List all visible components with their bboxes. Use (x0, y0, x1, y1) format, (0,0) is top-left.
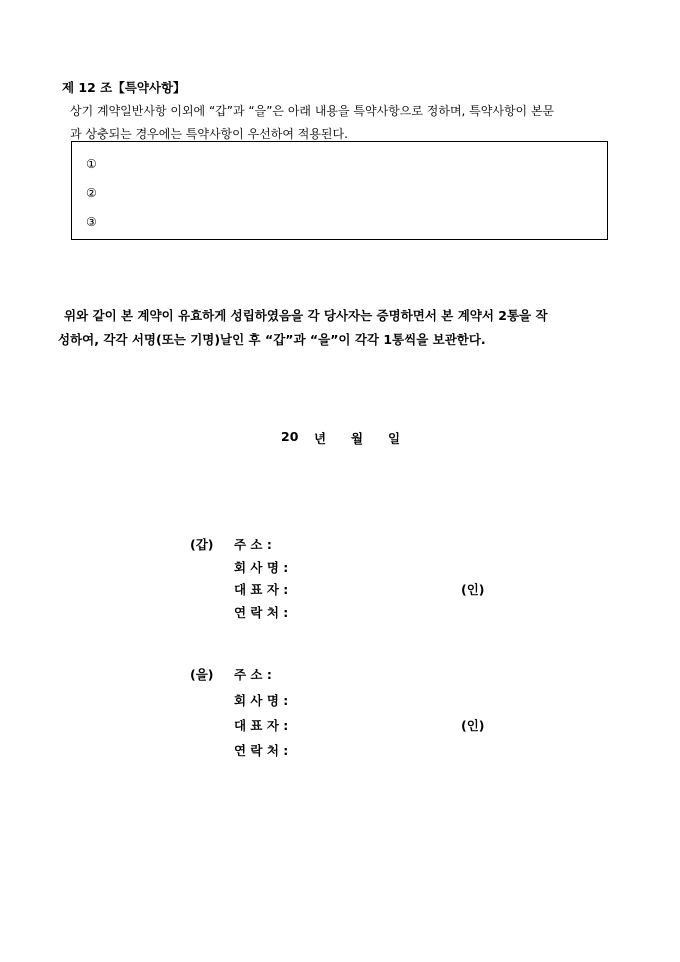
article-text-line2: 과 상충되는 경우에는 특약사항이 우선하여 적용된다. (70, 127, 348, 141)
date-month-unit: 월 (351, 431, 364, 446)
party-b-seal: (인) (461, 718, 485, 733)
article-text-line1: 상기 계약일반사항 이외에 “갑”과 “을”은 아래 내용을 특약사항으로 정하며, 특약사항이 본문 (70, 104, 555, 118)
closing-statement-line1: 위와 같이 본 계약이 유효하게 성립하였음을 각 당사자는 증명하면서 본 계약서 2통을 작 (64, 308, 548, 323)
party-b-tag: (을) (190, 667, 214, 682)
closing-statement-line2: 성하여, 각각 서명(또는 기명)날인 후 “갑”과 “을”이 각각 1통씩을 보관한다. (58, 332, 486, 347)
special-term-item-2: ② (86, 186, 97, 200)
date-day-unit: 일 (388, 431, 401, 446)
article-text (70, 100, 630, 146)
date-year: 20 (281, 429, 299, 444)
party-a-tag: (갑) (190, 537, 214, 552)
closing-statement (58, 304, 638, 352)
party-b-representative-label: 대 표 자 : (234, 718, 289, 733)
party-a-company-label: 회 사 명 : (234, 560, 289, 575)
party-b-contact-label: 연 락 처 : (234, 743, 289, 758)
special-terms-box (71, 141, 608, 240)
article-title: 제 12 조【특약사항】 (62, 80, 186, 95)
party-a-seal: (인) (461, 582, 485, 597)
party-b-address-label: 주 소 : (234, 667, 272, 682)
party-b-company-label: 회 사 명 : (234, 693, 289, 708)
party-a-contact-label: 연 락 처 : (234, 605, 289, 620)
party-a-representative-label: 대 표 자 : (234, 582, 289, 597)
party-a-address-label: 주 소 : (234, 537, 272, 552)
special-term-item-3: ③ (86, 215, 97, 229)
special-term-item-1: ① (86, 157, 97, 171)
date-year-unit: 년 (314, 431, 327, 446)
